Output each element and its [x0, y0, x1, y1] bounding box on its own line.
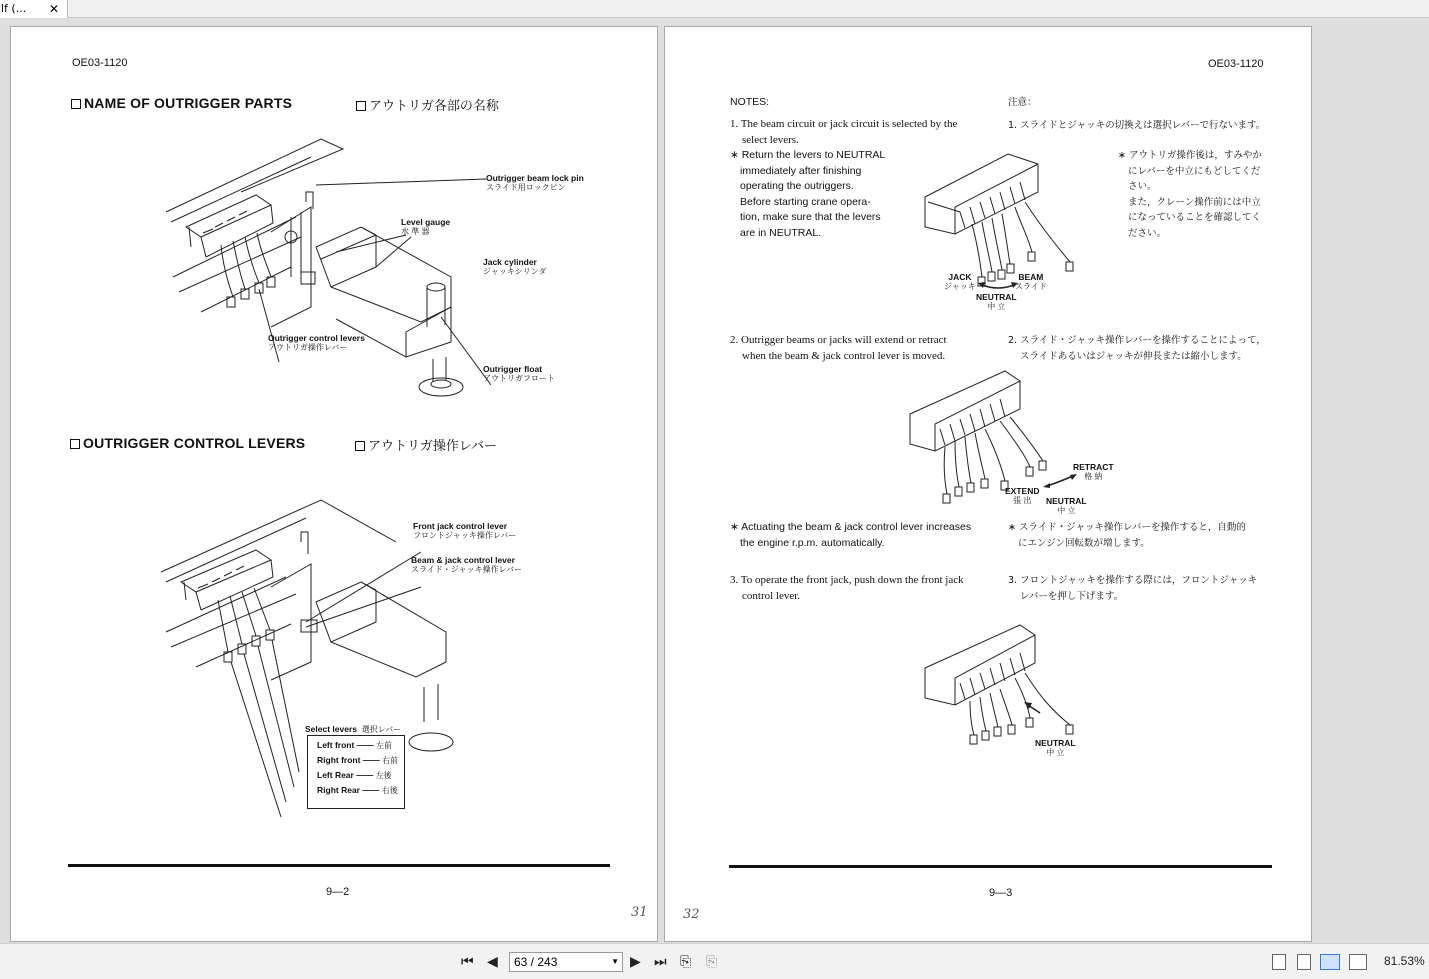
note-1: 1. The beam circuit or jack circuit is selected by the select levers. — [730, 118, 958, 146]
note-star-2: ∗ Actuating the beam & jack control lever increases the engine r.p.m. automatically. — [730, 521, 972, 549]
tab-bar — [0, 0, 1429, 18]
bottom-toolbar — [0, 943, 1429, 979]
checkbox-icon — [70, 439, 80, 449]
note-3-jp: 3. フロントジャッキを操作する際には，フロントジャッキ レバーを押し下げます。 — [1008, 575, 1258, 602]
label-beam: BEAM スライド — [1015, 272, 1047, 291]
label-front-jack-lever: Front jack control lever フロントジャッキ操作レバー — [413, 521, 517, 540]
jack-beam-arrow-icon — [978, 279, 1018, 291]
label-jack: JACK ジャッキ — [944, 272, 976, 291]
page-9-2 — [10, 26, 658, 942]
label-neutral: NEUTRAL 中 立 — [1046, 496, 1087, 515]
first-page-icon[interactable]: ⏮ — [461, 954, 474, 970]
checkbox-icon — [71, 99, 81, 109]
tab-title: lf (... — [1, 2, 27, 15]
note-star-2-jp: ∗ スライド・ジャッキ操作レバーを操作すると，自動的 にエンジン回転数が増します。 — [1008, 522, 1246, 549]
page-9-3 — [664, 26, 1312, 942]
single-page-view-icon[interactable] — [1272, 954, 1286, 970]
next-page-icon[interactable]: ▶ — [630, 954, 641, 970]
lever-neutral-figure — [920, 152, 1080, 287]
select-lever-left-rear: Left Rear —— 左後 — [317, 770, 392, 780]
note-3: 3. To operate the front jack, push down the front jack control lever. — [730, 574, 964, 602]
previous-page-icon[interactable]: ◀ — [487, 954, 498, 970]
extend-retract-arrow-icon — [1043, 474, 1077, 488]
page-number: 9—3 — [989, 887, 1013, 899]
label-outrigger-float: Outrigger float アウトリガフロート — [483, 364, 555, 383]
notes-heading: NOTES: — [730, 96, 770, 108]
two-page-view-icon[interactable] — [1320, 954, 1340, 970]
note-2-jp: 2. スライド・ジャッキ操作レバーを操作することによって， スライドあるいはジャッキが伸長または縮小します。 — [1008, 335, 1266, 362]
note-2: 2. Outrigger beams or jacks will extend or retract when the beam & jack control lever is moved. — [730, 334, 947, 362]
front-jack-lever-figure — [920, 623, 1080, 753]
document-viewer[interactable] — [0, 18, 1429, 943]
select-lever-right-front: Right front —— 右前 — [317, 755, 399, 765]
label-retract: RETRACT 格 納 — [1073, 462, 1114, 481]
checkbox-icon — [356, 101, 366, 111]
select-lever-right-rear: Right Rear —— 右後 — [317, 785, 398, 795]
doc-code: OE03-1120 — [1208, 58, 1264, 70]
checkbox-icon — [355, 441, 365, 451]
document-tab[interactable] — [0, 0, 68, 18]
label-control-levers: Outrigger control levers アウトリガ操作レバー — [268, 333, 365, 352]
go-back-icon[interactable]: ⎘ — [680, 954, 692, 970]
note-1-jp: 1. スライドとジャッキの切換えは選択レバーで行ないます。 — [1008, 120, 1266, 131]
continuous-view-icon[interactable] — [1297, 954, 1311, 970]
close-tab-icon[interactable]: ✕ — [49, 2, 60, 16]
section-title-parts-jp: アウトリガ各部の名称 — [356, 95, 499, 114]
select-levers-title: Select levers 選択レバー — [305, 724, 402, 734]
label-jack-cylinder: Jack cylinder ジャッキシリンダ — [483, 257, 547, 276]
label-extend: EXTEND 張 出 — [1005, 486, 1040, 505]
notes-heading-jp: 注意： — [1008, 97, 1037, 108]
label-neutral: NEUTRAL 中 立 — [976, 292, 1017, 311]
note-star-1: ∗ Return the levers to NEUTRAL immediately after finishing operating the outriggers. Before starting crane opera- tion, make sure that the levers are in NEUTRAL. — [730, 149, 886, 239]
go-forward-icon[interactable]: ⎘ — [706, 954, 718, 970]
doc-code: OE03-1120 — [72, 57, 128, 69]
handwritten-mark: 32 — [683, 907, 700, 922]
note-star-1-jp: ∗ アウトリガ操作後は，すみやか にレバーを中立にもどしてくだ さい。 また，クレーン操作前には中立 になっていることを確認してく ださい。 — [1118, 150, 1262, 239]
chevron-down-icon[interactable]: ▼ — [611, 957, 619, 966]
page-indicator: 63 / 243 — [514, 955, 558, 969]
page-rule — [729, 865, 1272, 868]
page-number: 9—2 — [326, 886, 350, 898]
two-page-continuous-view-icon[interactable] — [1349, 954, 1367, 970]
outrigger-parts-illustration — [161, 137, 491, 407]
handwritten-mark: 31 — [631, 905, 648, 920]
label-neutral: NEUTRAL 中 立 — [1035, 738, 1076, 757]
section-title-parts: NAME OF OUTRIGGER PARTS — [71, 95, 292, 111]
section-title-levers: OUTRIGGER CONTROL LEVERS — [70, 435, 305, 451]
zoom-level[interactable]: 81.53% — [1384, 954, 1425, 968]
label-beam-lock-pin: Outrigger beam lock pin スライド用ロックピン — [486, 173, 584, 192]
page-rule — [68, 864, 610, 867]
select-lever-left-front: Left front —— 左前 — [317, 740, 393, 750]
label-level-gauge: Level gauge 水 準 器 — [401, 217, 451, 236]
last-page-icon[interactable]: ⏭ — [654, 954, 667, 970]
section-title-levers-jp: アウトリガ操作レバー — [355, 435, 497, 454]
label-beam-jack-lever: Beam & jack control lever スライド・ジャッキ操作レバー — [411, 555, 523, 574]
page-number-input[interactable] — [509, 952, 623, 972]
